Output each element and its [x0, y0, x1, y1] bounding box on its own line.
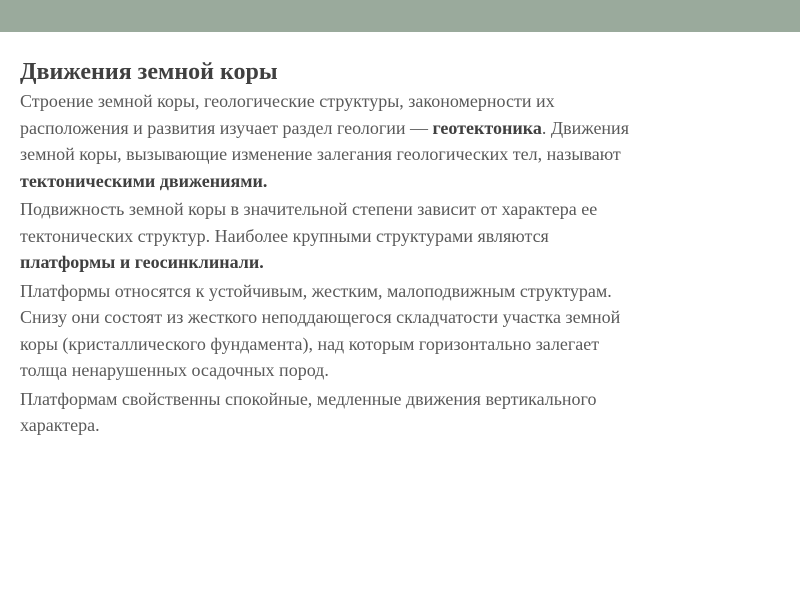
paragraph-tectonics-text-2: . Движения земной коры, вызывающие изменение залегания геологических тел, называют [20, 117, 629, 164]
term-geotectonics: геотектоника [432, 117, 542, 138]
top-bar [0, 0, 800, 32]
paragraph-tectonics [20, 88, 780, 194]
term-platforms-geosynclines: платформы и геосинклинали. [20, 252, 264, 272]
paragraph-platform-movements: Платформам свойственны спокойные, медленные движения вертикального характера. [20, 388, 597, 435]
paragraph-structures-text: Подвижность земной коры в значительной степени зависит от характера ее тектонических структур. Наиболее крупными структурами являются [20, 199, 598, 246]
slide-title: Движения земной коры [20, 59, 278, 85]
paragraph-platforms: Платформы относятся к устойчивым, жестким, малоподвижным структурам. Снизу они состоят из жесткого неподдающегося складчатости участка земной коры (кристаллического фундамента), над которым горизонтально залегает толща ненарушенных осадочных пород. [20, 280, 621, 380]
paragraph-structures [20, 196, 780, 276]
term-tectonic-movements: тектоническими движениями. [20, 170, 268, 191]
slide-content [20, 58, 780, 439]
paragraph-tectonics-text-1: Строение земной коры, геологические структуры, закономерности их расположения и развития изучает раздел геологии — [20, 91, 555, 138]
